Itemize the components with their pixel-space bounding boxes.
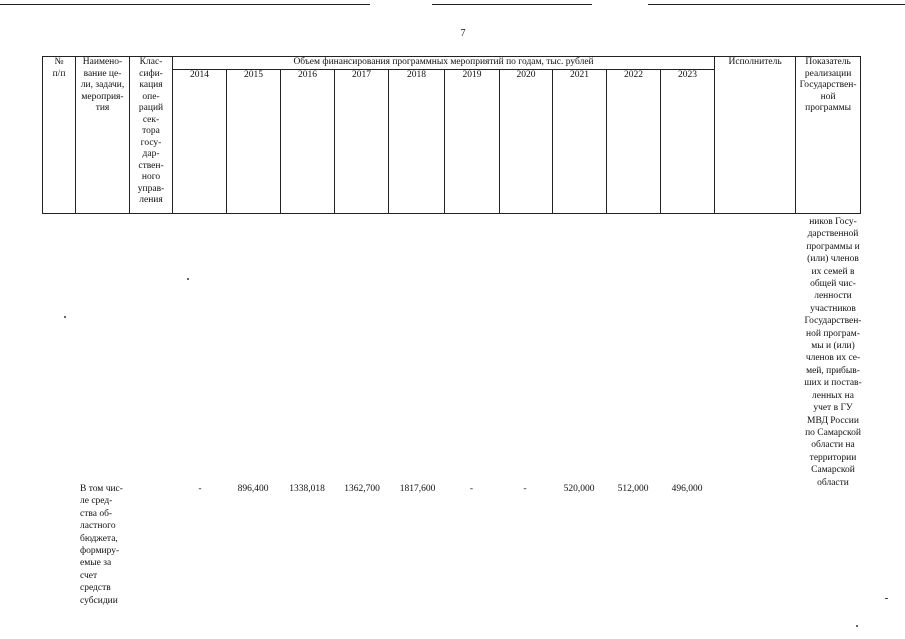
year-header: 2022 [607,69,661,214]
row-label: В том чис- ле сред- ства об- ластного бюджета, формиру- емые за счет средств субсидии [80,484,123,606]
scan-speck [187,278,189,280]
year-header: 2018 [389,69,445,214]
year-header: 2015 [227,69,281,214]
col-executor-header: Исполнитель [715,57,796,214]
year-header: 2014 [173,69,227,214]
value-2016: 1338,018 [289,484,325,494]
col-number-header: № п/п [43,57,76,214]
page-number: 7 [460,28,466,39]
value-2014: - [198,484,202,494]
year-header: 2023 [661,69,715,214]
scan-speck [64,316,66,318]
value-2018: 1817,600 [399,484,436,494]
value-2020: - [523,484,527,494]
header-table [42,56,861,214]
value-2017: 1362,700 [344,484,380,494]
top-rule-left [0,4,370,5]
value-2015: 896,400 [237,484,269,494]
year-header: 2019 [445,69,500,214]
col-indicator-header: Показатель реализации Государствен- ной программы [796,57,861,214]
scan-speck [856,625,858,627]
col-funding-header: Объем финансирования программных мероприятий по годам, тыс. рублей [173,57,715,70]
year-header: 2020 [500,69,553,214]
top-rule-right [648,4,905,5]
top-rule-middle [432,4,592,5]
value-2019: - [469,484,474,494]
col-classification-header: Клас- сифи- кация опе- раций сек- тора госу- дар- ствен- ного управ- ления [130,57,173,214]
year-header: 2016 [281,69,335,214]
value-2021: 520,000 [563,484,595,494]
indicator-continuation: ников Госу- дарственной программы и (или) членов их семей в общей чис- ленности участников Государствен- ной програм- мы и (или) членов их се- мей, прибыв- ших и постав- ленных на учет в ГУ МВД России по Самарской области на территории Самарской области [804,217,862,488]
year-header: 2017 [335,69,389,214]
value-2022: 512,000 [617,484,649,494]
year-header: 2021 [553,69,607,214]
value-2023: 496,000 [671,484,703,494]
col-name-header: Наимено- вание це- ли, задачи, мероприя- тия [76,57,130,214]
scan-speck [885,598,888,599]
